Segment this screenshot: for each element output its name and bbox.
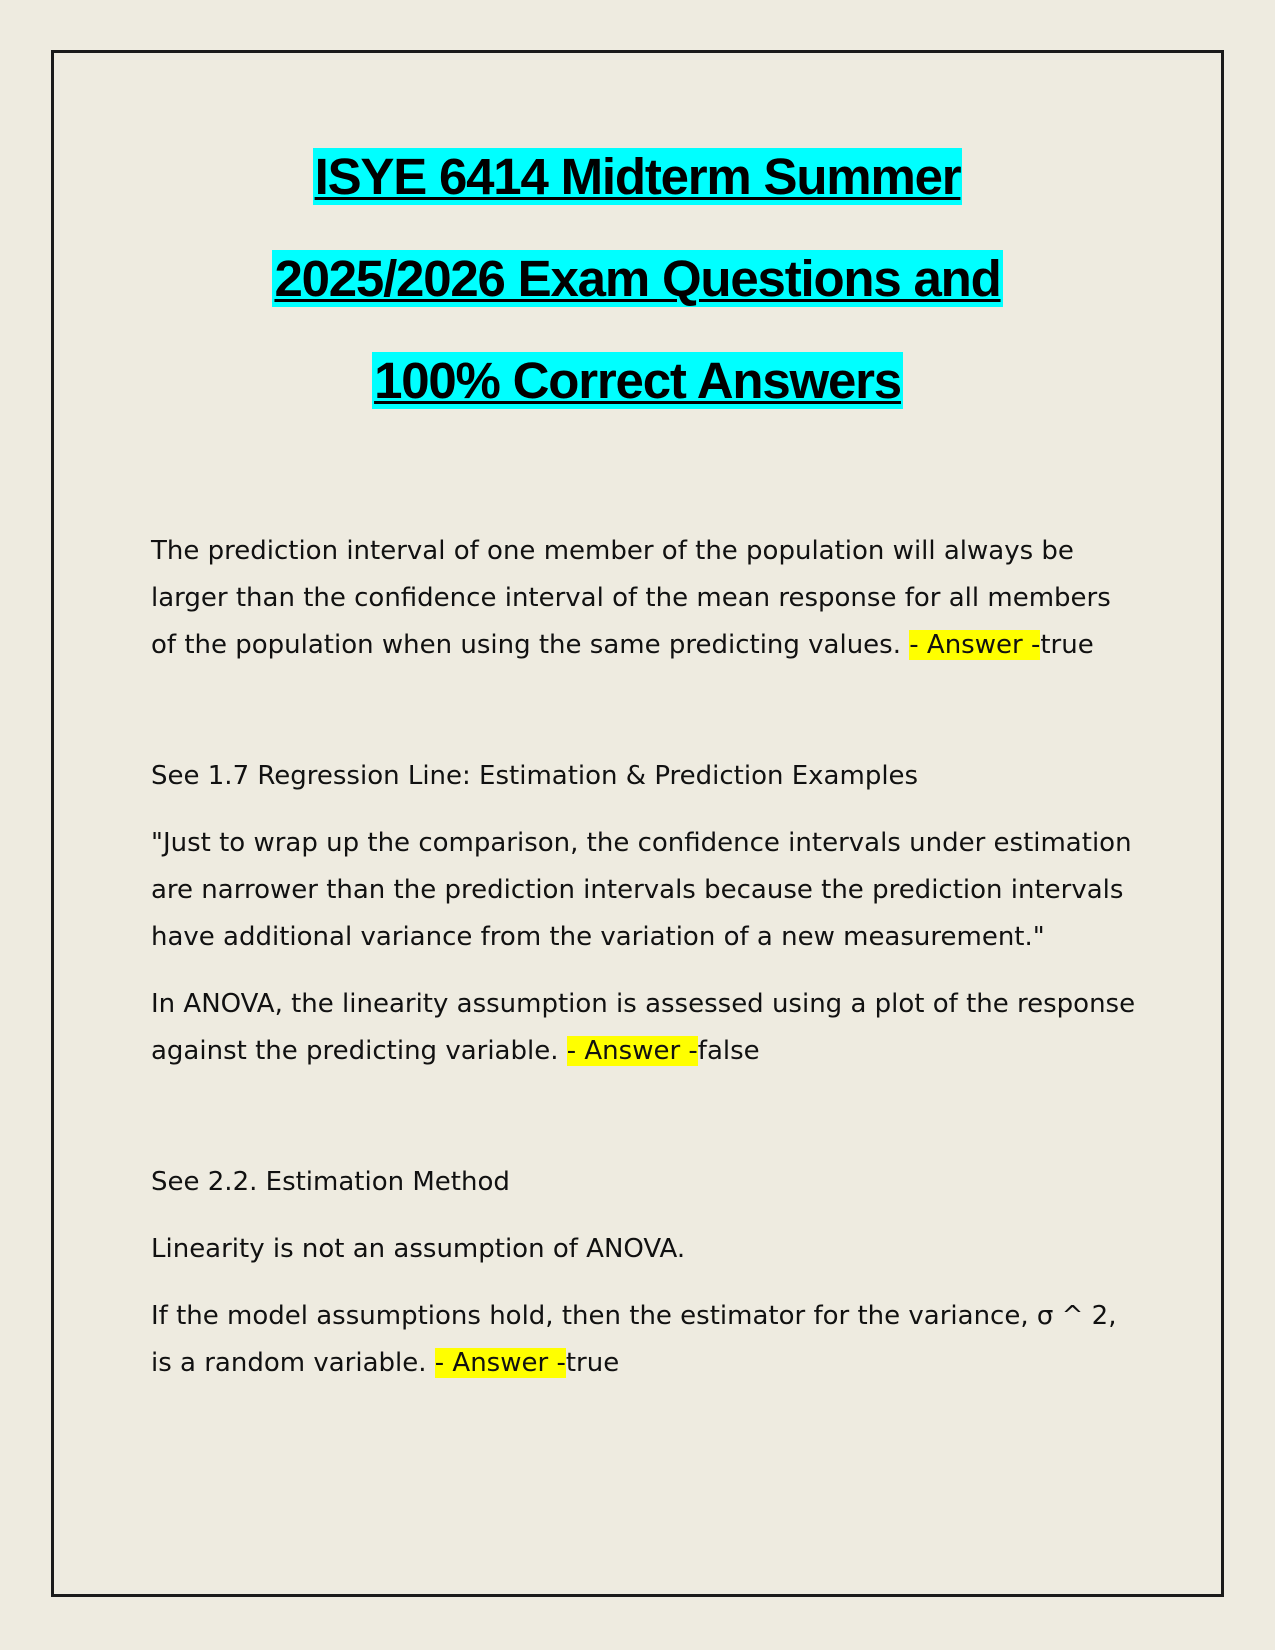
document-body — [151, 528, 1141, 1387]
note-2-reference: See 2.2. Estimation Method — [151, 1167, 510, 1197]
answer-marker: - Answer - — [909, 630, 1041, 660]
answer-marker: - Answer - — [566, 1036, 698, 1066]
note-1-quote: "Just to wrap up the comparison, the confidence intervals under estimation are narrower than the prediction intervals because the prediction intervals have additional variance from the variation of a new measurement." — [151, 828, 1132, 952]
note-2-text: Linearity is not an assumption of ANOVA. — [151, 1234, 686, 1264]
note-1-reference: See 1.7 Regression Line: Estimation & Prediction Examples — [151, 761, 919, 791]
answer-value: true — [1040, 630, 1094, 660]
document-title — [51, 143, 1224, 449]
question-3: If the model assumptions hold, then the estimator for the variance, σ ^ 2, is a random variable. - Answer -true — [151, 1301, 1117, 1378]
question-2: In ANOVA, the linearity assumption is assessed using a plot of the response against the predicting variable. - Answer -false — [151, 989, 1136, 1066]
question-1: The prediction interval of one member of the population will always be larger than the confidence interval of the mean response for all members of the population when using the same predicting values. - Answer -true — [151, 536, 1111, 660]
title-line-3: 100% Correct Answers — [374, 352, 901, 409]
answer-value: false — [697, 1036, 760, 1066]
answer-marker: - Answer - — [434, 1348, 566, 1378]
title-line-1: ISYE 6414 Midterm Summer — [314, 148, 961, 205]
title-line-2: 2025/2026 Exam Questions and — [274, 250, 1001, 307]
answer-value: true — [565, 1348, 620, 1378]
